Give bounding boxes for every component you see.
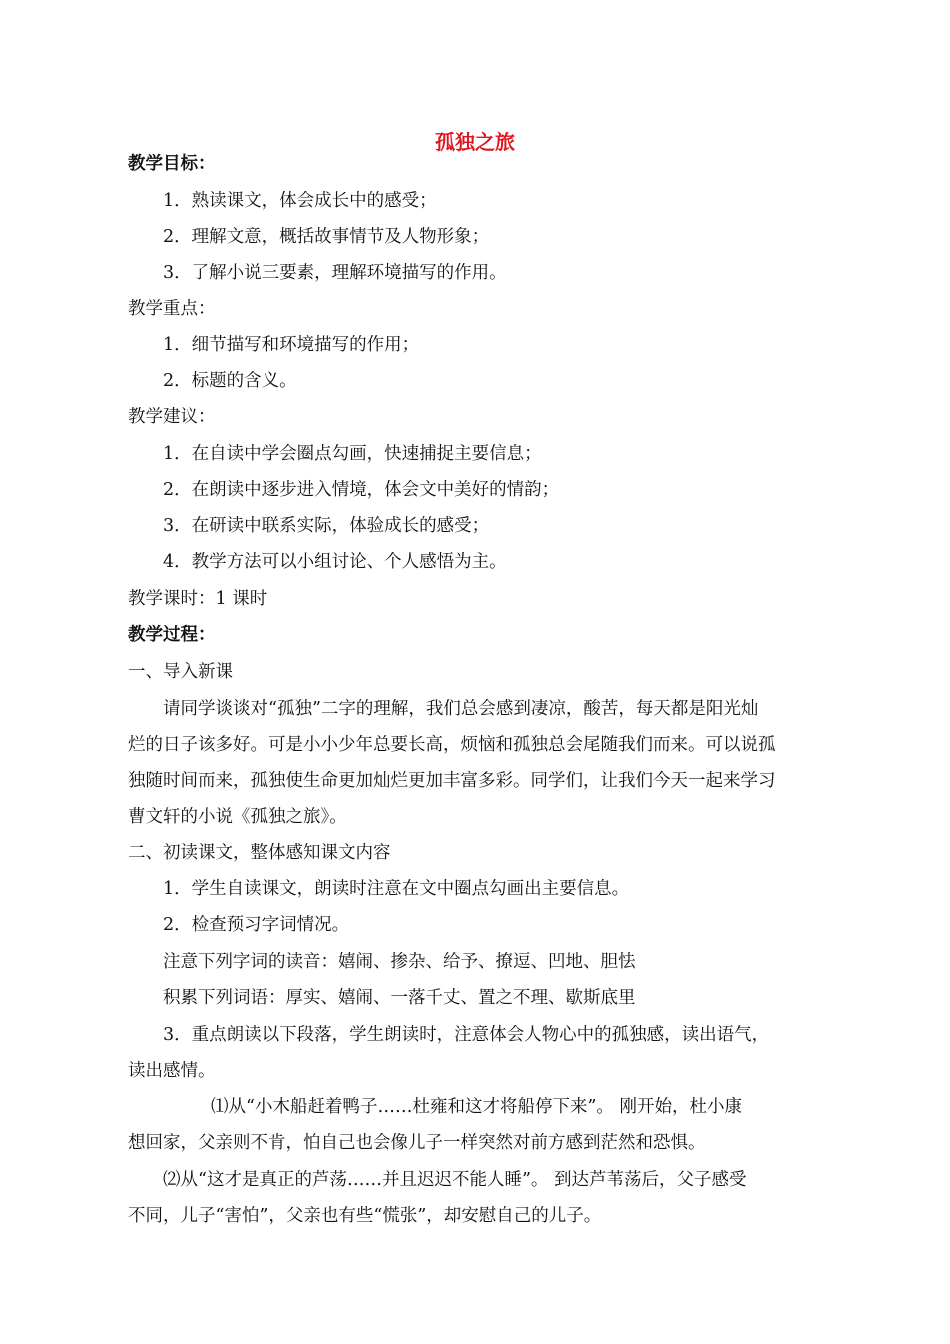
intro-paragraph-line: 烂的日子该多好。可是小小少年总要长高，烦恼和孤独总会尾随我们而来。可以说孤 — [128, 735, 776, 755]
intro-paragraph-line: 独随时间而来，孤独使生命更加灿烂更加丰富多彩。同学们，让我们今天一起来学习 — [128, 771, 776, 791]
vocabulary-list: 积累下列词语：厚实、嬉闹、一落千丈、置之不理、歇斯底里 — [163, 988, 636, 1008]
step-item: 1．学生自读课文，朗读时注意在文中圈点勾画出主要信息。 — [163, 879, 630, 899]
objective-item: 1．熟读课文，体会成长中的感受； — [163, 191, 437, 211]
process-heading: 教学过程： — [128, 625, 216, 645]
suggestion-item: 2．在朗读中逐步进入情境，体会文中美好的情韵； — [163, 480, 560, 500]
key-point-item: 2．标题的含义。 — [163, 371, 297, 391]
pronunciation-list: 注意下列字词的读音：嬉闹、掺杂、给予、撩逗、凹地、胆怯 — [163, 952, 636, 972]
document-title: 孤独之旅 — [435, 130, 515, 154]
intro-paragraph-line: 请同学谈谈对“孤独”二字的理解，我们总会感到凄凉，酸苦，每天都是阳光灿 — [163, 699, 759, 719]
key-point-item: 1．细节描写和环境描写的作用； — [163, 335, 420, 355]
suggestion-item: 1．在自读中学会圈点勾画，快速捕捉主要信息； — [163, 444, 542, 464]
class-hours: 教学课时：1 课时 — [128, 589, 268, 609]
passage-item-continuation: 想回家，父亲则不肯，怕自己也会像儿子一样突然对前方感到茫然和恐惧。 — [128, 1133, 706, 1153]
section-heading: 一、导入新课 — [128, 662, 233, 682]
step-item-continuation: 读出感情。 — [128, 1061, 216, 1081]
objectives-heading: 教学目标： — [128, 154, 216, 174]
intro-paragraph-line: 曹文轩的小说《孤独之旅》。 — [128, 807, 347, 827]
passage-item: ⑴从“小木船赶着鸭子……杜雍和这才将船停下来”。 刚开始，杜小康 — [211, 1097, 742, 1117]
suggestions-heading: 教学建议： — [128, 407, 216, 427]
objective-item: 3．了解小说三要素，理解环境描写的作用。 — [163, 263, 507, 283]
step-item: 2．检查预习字词情况。 — [163, 915, 350, 935]
objective-item: 2．理解文意，概括故事情节及人物形象； — [163, 227, 490, 247]
suggestion-item: 4．教学方法可以小组讨论、个人感悟为主。 — [163, 552, 507, 572]
section-heading: 二、初读课文，整体感知课文内容 — [128, 843, 391, 863]
passage-item: ⑵从“这才是真正的芦荡……并且迟迟不能人睡”。 到达芦苇荡后，父子感受 — [163, 1170, 747, 1190]
key-points-heading: 教学重点： — [128, 299, 216, 319]
suggestion-item: 3．在研读中联系实际，体验成长的感受； — [163, 516, 490, 536]
passage-item-continuation: 不同，儿子“害怕”，父亲也有些“慌张”，却安慰自己的儿子。 — [128, 1206, 602, 1226]
step-item: 3．重点朗读以下段落，学生朗读时，注意体会人物心中的孤独感，读出语气， — [163, 1025, 770, 1045]
